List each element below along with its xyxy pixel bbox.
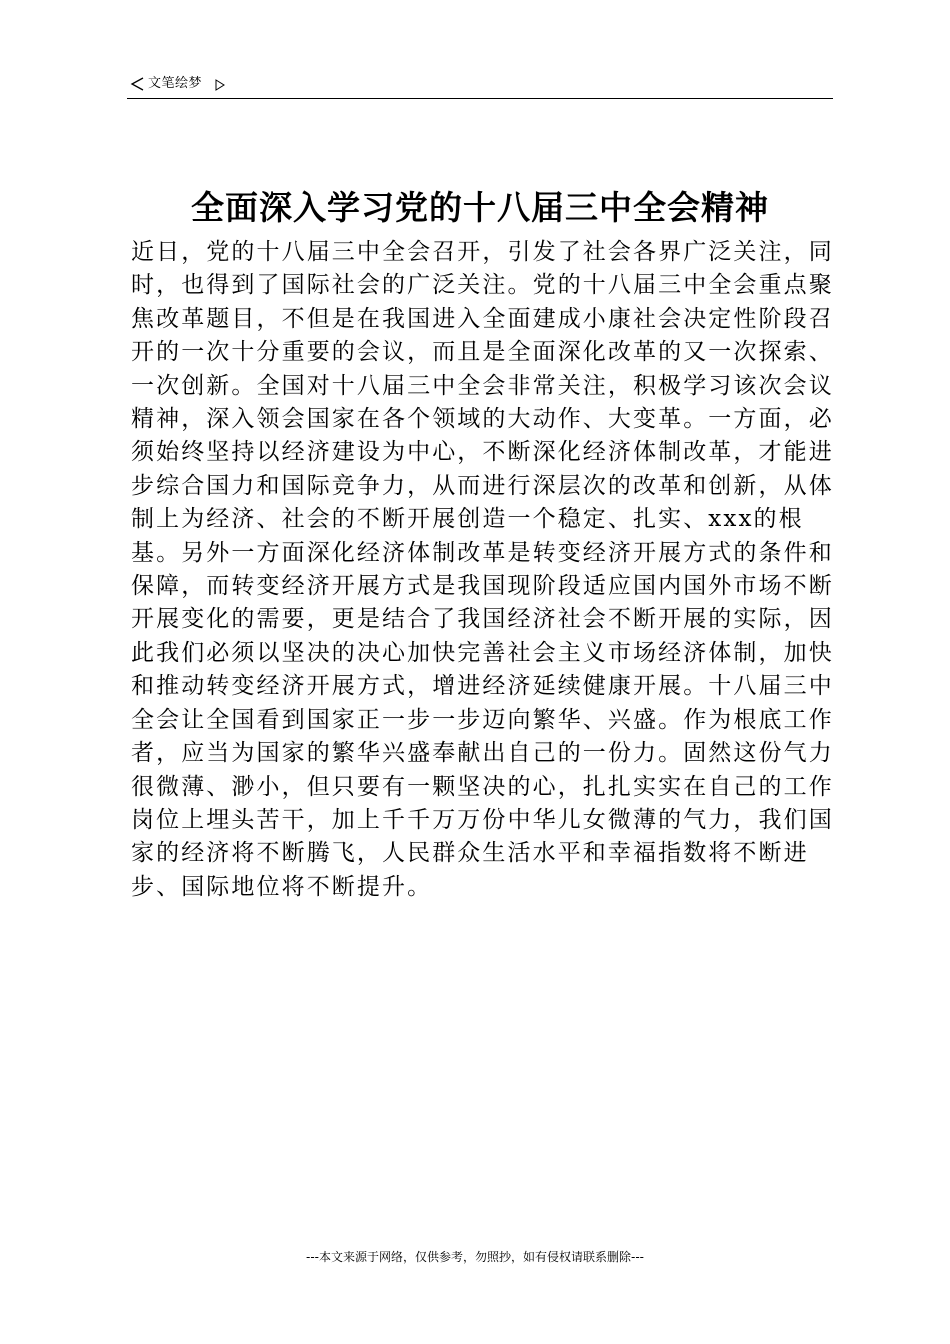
document-title: 全面深入学习党的十八届三中全会精神 [191, 188, 769, 227]
page-header [127, 72, 833, 99]
document-body-paragraph: 近日，党的十八届三中全会召开，引发了社会各界广泛关注，同时，也得到了国际社会的广泛关注。党的十八届三中全会重点聚焦改革题目，不但是在我国进入全面建成小康社会决定性阶段召开的一次十分重要的会议，而且是全面深化改革的又一次探索、一次创新。全国对十八届三中全会非常关注，积极学习该次会议精神，深入领会国家在各个领域的大动作、大变革。一方面，必须始终坚持以经济建设为中心，不断深化经济体制改革，才能进步综合国力和国际竞争力，从而进行深层次的改革和创新，从体制上为经济、社会的不断开展创造一个稳定、扎实、xxx的根基。另外一方面深化经济体制改革是转变经济开展方式的条件和保障，而转变经济开展方式是我国现阶段适应国内国外市场不断开展变化的需要，更是结合了我国经济社会不断开展的实际，因此我们必须以坚决的决心加快完善社会主义市场经济体制，加快和推动转变经济开展方式，增进经济延续健康开展。十八届三中全会让全国看到国家正一步一步迈向繁华、兴盛。作为根底工作者，应当为国家的繁华兴盛奉献出自己的一份力。固然这份气力很微薄、渺小，但只要有一颗坚决的心，扎扎实实在自己的工作岗位上埋头苦干，加上千千万万份中华儿女微薄的气力，我们国家的经济将不断腾飞，人民群众生活水平和幸福指数将不断进步、国际地位将不断提升。 [131, 239, 834, 900]
page-footer-disclaimer: ---本文来源于网络，仅供参考，勿照抄，如有侵权请联系删除--- [306, 1250, 644, 1264]
header-label: 文笔绘梦 [148, 76, 203, 91]
triangle-right-outline-icon [215, 76, 225, 95]
triangle-left-outline-icon [129, 76, 145, 96]
